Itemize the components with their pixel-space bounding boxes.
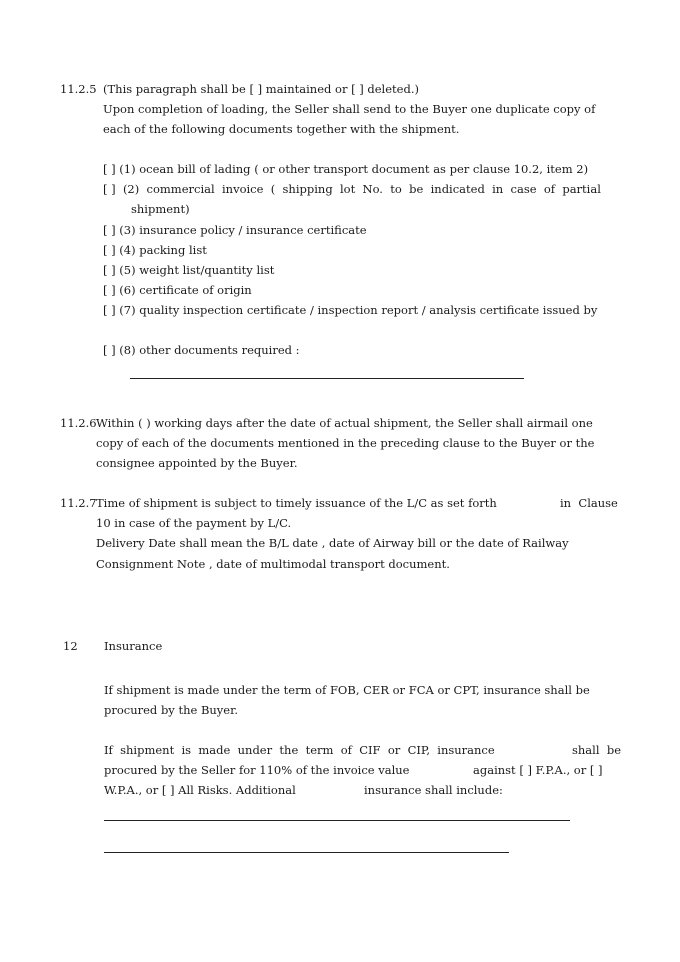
insurance-paragraph-line: If shipment is made under the term of FOB, CER or FCA or CPT, insurance shall be [104,683,590,697]
blank-fill-line [104,852,509,853]
clause-11-2-7-line: Delivery Date shall mean the B/L date , date of Airway bill or the date of Railway [96,536,569,550]
clause-11-2-6-line: consignee appointed by the Buyer. [96,456,298,470]
insurance-paragraph-line: W.P.A., or [ ] All Risks. Additional [104,783,296,797]
document-item: [ ] (5) weight list/quantity list [103,263,275,277]
clause-11-2-7-line: 10 in case of the payment by L/C. [96,516,292,530]
clause-11-2-5-line: (This paragraph shall be [ ] maintained or [ ] deleted.) [103,82,419,96]
clause-number-11-2-5: 11.2.5 [60,82,97,96]
insurance-paragraph-line: against [ ] F.P.A., or [ ] [473,763,603,777]
document-item: [ ] (4) packing list [103,243,207,257]
clause-11-2-5-line: Upon completion of loading, the Seller shall send to the Buyer one duplicate copy of [103,102,596,116]
insurance-paragraph-line: insurance shall include: [364,783,503,797]
document-item: [ ] (3) insurance policy / insurance certificate [103,223,367,237]
clause-11-2-7-line: in Clause [560,496,618,510]
clause-11-2-5-line: each of the following documents together with the shipment. [103,122,460,136]
insurance-paragraph-line: procured by the Buyer. [104,703,239,717]
clause-11-2-7-line: Consignment Note , date of multimodal transport document. [96,557,450,571]
document-item: [ ] (2) commercial invoice ( shipping lot No. to be indicated in case of partial [103,182,601,196]
section-number-12: 12 [63,639,78,653]
insurance-paragraph-line: shall be [572,743,621,757]
document-item: [ ] (6) certificate of origin [103,283,252,297]
clause-number-11-2-7: 11.2.7 [60,496,97,510]
clause-number-11-2-6: 11.2.6 [60,416,97,430]
section-title-insurance: Insurance [104,639,163,653]
document-item-continuation: shipment) [131,202,190,216]
blank-fill-line [104,820,570,821]
insurance-paragraph-line: procured by the Seller for 110% of the invoice value [104,763,410,777]
clause-11-2-6-line: Within ( ) working days after the date of actual shipment, the Seller shall airmail one [96,416,593,430]
insurance-paragraph-line: If shipment is made under the term of CIF or CIP, insurance [104,743,495,757]
document-item: [ ] (1) ocean bill of lading ( or other transport document as per clause 10.2, item 2) [103,162,589,176]
document-item: [ ] (8) other documents required : [103,343,300,357]
blank-fill-line [130,378,524,379]
clause-11-2-6-line: copy of each of the documents mentioned in the preceding clause to the Buyer or the [96,436,595,450]
clause-11-2-7-line: Time of shipment is subject to timely issuance of the L/C as set forth [96,496,497,510]
document-item: [ ] (7) quality inspection certificate / inspection report / analysis certificate issued by [103,303,598,317]
